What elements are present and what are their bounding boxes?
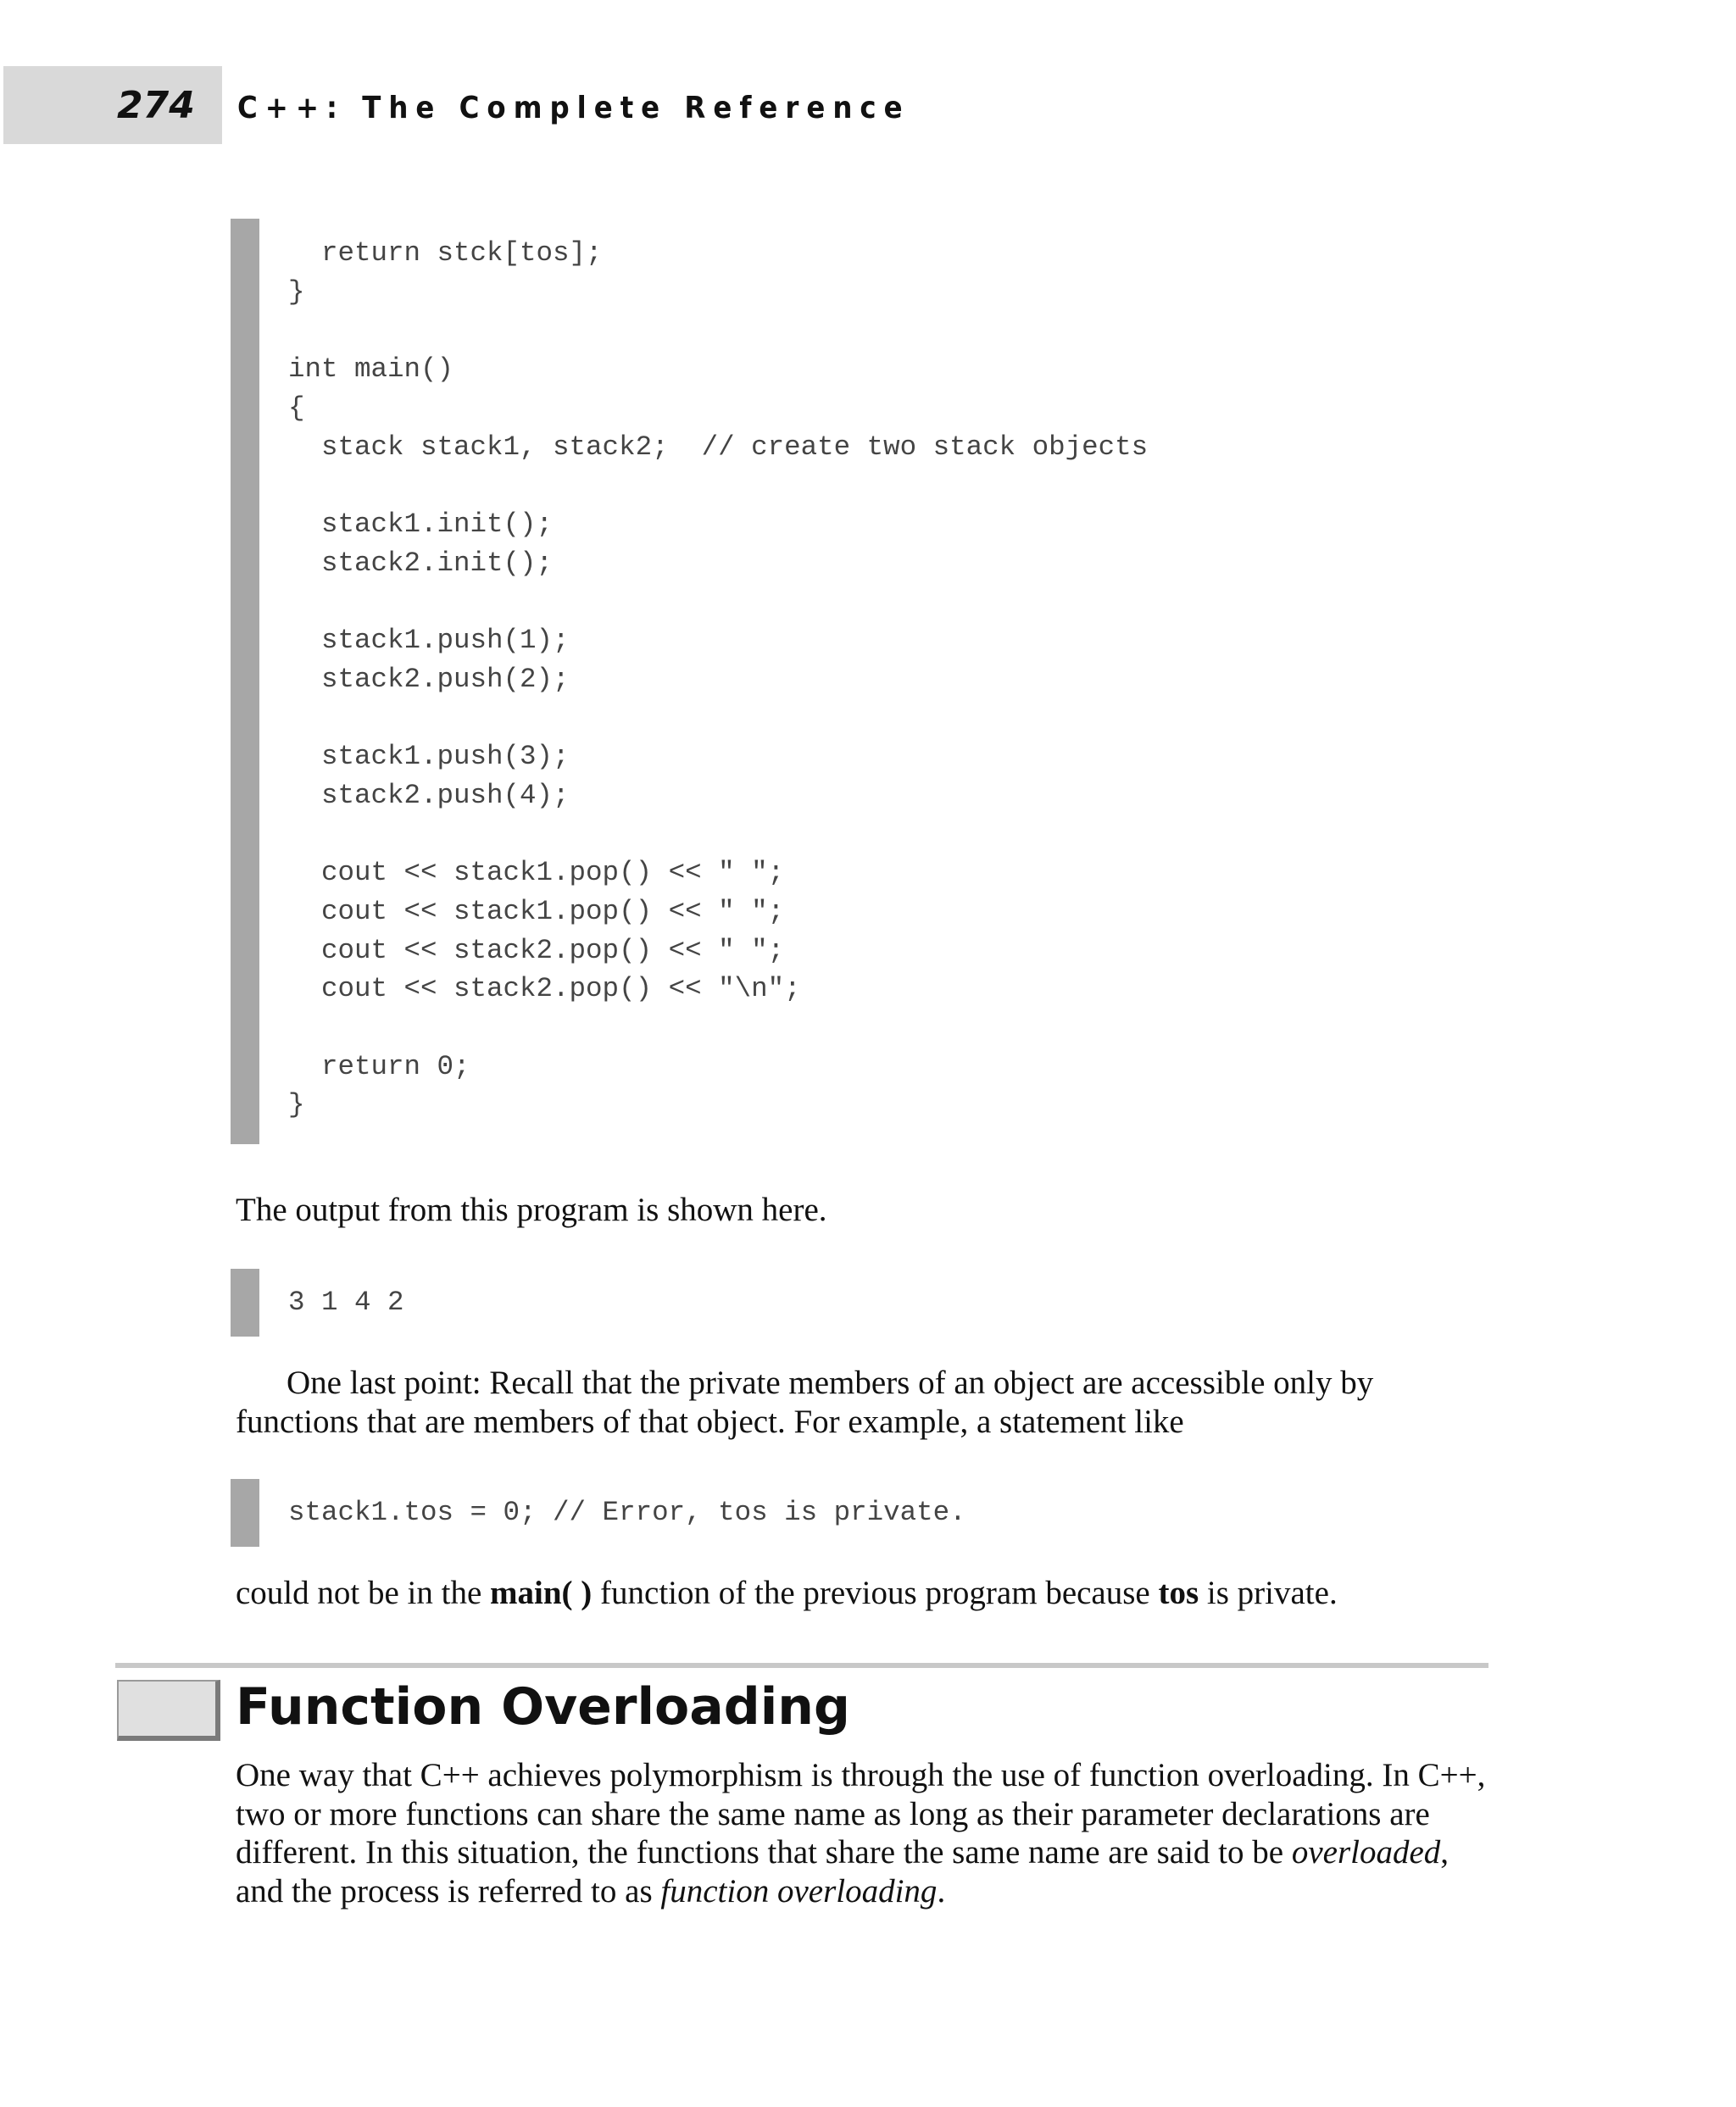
main-text-middle: function of the previous program because bbox=[592, 1575, 1159, 1611]
private-members-paragraph bbox=[236, 1364, 1490, 1441]
section-heading-marker bbox=[117, 1680, 220, 1741]
output-listing: 3 1 4 2 bbox=[288, 1287, 404, 1318]
page-number: 274 bbox=[117, 84, 195, 127]
main-text-before: could not be in the bbox=[236, 1575, 491, 1611]
overloading-paragraph bbox=[236, 1756, 1490, 1910]
overloading-text-1: One way that C++ achieves polymorphism is through the use of function overloading. In C++, two or more functions can share the same name as long as their parameter declarations are different. In this situation, the functions that share the same name are said to be bbox=[236, 1757, 1486, 1871]
overloaded-term: overloaded bbox=[1291, 1834, 1441, 1871]
code-listing-bar bbox=[231, 219, 259, 1144]
output-listing-bar bbox=[231, 1269, 259, 1337]
running-head: C++: The Complete Reference bbox=[237, 91, 910, 125]
main-keyword: main( ) bbox=[490, 1575, 593, 1611]
tos-keyword: tos bbox=[1158, 1575, 1199, 1611]
output-intro-text: The output from this program is shown here. bbox=[236, 1192, 827, 1228]
code-listing: return stck[tos]; } int main() { stack stack1, stack2; // create two stack objects stack1.init(); stack2.init(); stack1.push(1); stack2.push(2); stack1.push(3); stack2.push(4); cout << stack1.pop() << " "; cout << stack1.pop() << " "; cout << stack2.pop() << " "; cout << stack2.pop() << "\n"; return 0; } bbox=[288, 237, 1149, 1121]
error-listing: stack1.tos = 0; // Error, tos is private. bbox=[288, 1497, 966, 1528]
main-function-text bbox=[236, 1574, 1490, 1613]
section-heading: Function Overloading bbox=[236, 1677, 850, 1737]
private-members-text: One last point: Recall that the private members of an object are accessible only by functions that are members of that object. For example, a statement like bbox=[236, 1365, 1374, 1440]
overloading-text-3: . bbox=[937, 1872, 946, 1910]
section-rule bbox=[115, 1663, 1488, 1668]
output-intro-paragraph bbox=[236, 1191, 1490, 1230]
overloading-text-2: , and the process is referred to as bbox=[236, 1834, 1449, 1910]
error-listing-bar bbox=[231, 1479, 259, 1547]
overloading-text bbox=[236, 1756, 1490, 1910]
main-text-after: is private. bbox=[1199, 1575, 1338, 1611]
main-function-paragraph bbox=[236, 1574, 1490, 1613]
function-overloading-term: function overloading bbox=[660, 1872, 938, 1910]
